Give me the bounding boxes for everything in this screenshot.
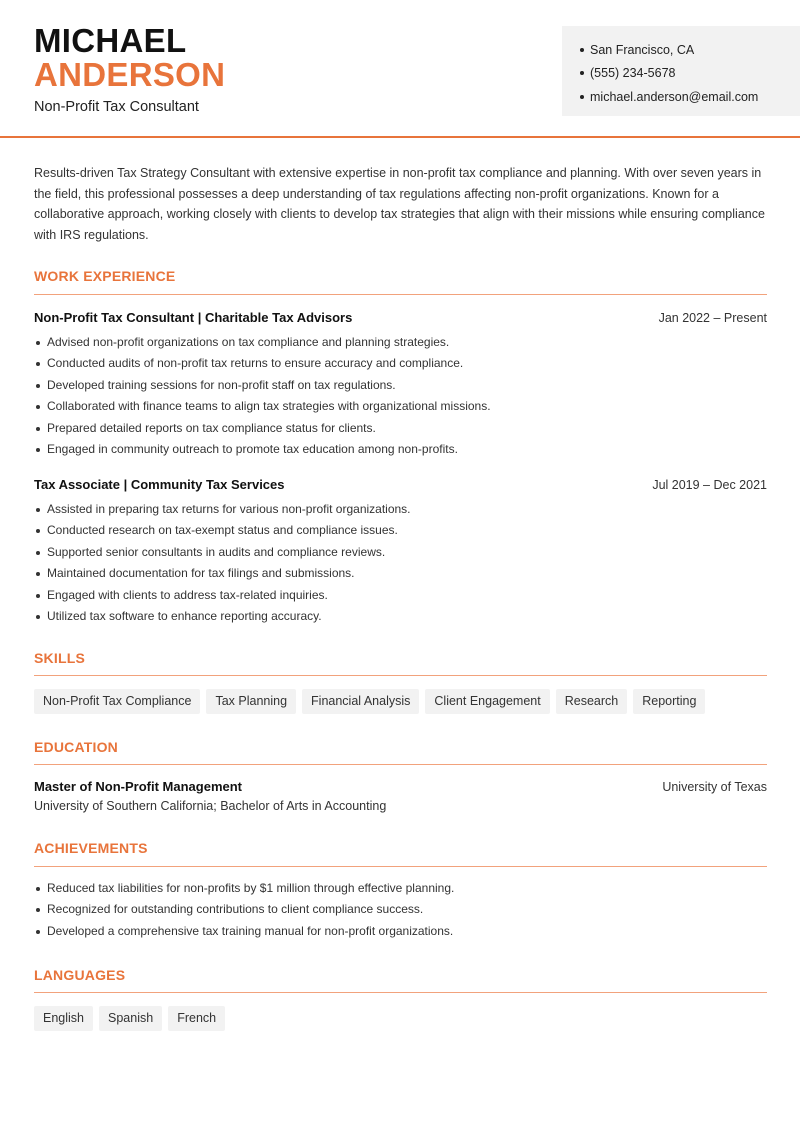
summary: Results-driven Tax Strategy Consultant with extensive expertise in non-profit tax compliance and planning. With over seven years in the field, this professional possesses a deep understanding of tax regulations affecting non-profit organizations. Known for a collaborative approach, working closely with clients to develop tax strategies that align with their missions while ensuring compliance with IRS regulations. bbox=[34, 166, 765, 243]
list-item: Developed a comprehensive tax training manual for non-profit organizations. bbox=[34, 921, 767, 942]
education-degree: Master of Non-Profit Management bbox=[34, 779, 243, 794]
list-item: Utilized tax software to enhance reporting accuracy. bbox=[34, 606, 767, 627]
section-divider bbox=[34, 294, 767, 295]
skills-list bbox=[34, 689, 705, 714]
job-title: Non-Profit Tax Consultant bbox=[34, 99, 199, 115]
job-header bbox=[34, 477, 767, 492]
resume-header bbox=[0, 0, 800, 138]
skill-tag: Tax Planning bbox=[206, 689, 296, 714]
list-item: Reduced tax liabilities for non-profits by $1 million through effective planning. bbox=[34, 878, 767, 899]
education-heading: EDUCATION bbox=[34, 739, 118, 755]
education-header bbox=[34, 779, 767, 794]
job-role: Non-Profit Tax Consultant | Charitable Tax Advisors bbox=[34, 310, 353, 325]
section-divider bbox=[34, 866, 767, 867]
job-dates: Jul 2019 – Dec 2021 bbox=[652, 478, 767, 492]
list-item: Engaged in community outreach to promote tax education among non-profits. bbox=[34, 439, 767, 460]
language-tag: French bbox=[168, 1006, 225, 1031]
achievements-list bbox=[34, 878, 767, 942]
section-divider bbox=[34, 992, 767, 993]
bullet-icon bbox=[580, 48, 584, 52]
contact-location bbox=[580, 38, 800, 62]
contact-email bbox=[580, 85, 800, 109]
job-bullets bbox=[34, 332, 767, 460]
contact-box bbox=[562, 26, 800, 116]
job-dates: Jan 2022 – Present bbox=[658, 311, 767, 325]
education-detail: University of Southern California; Bachelor of Arts in Accounting bbox=[34, 799, 387, 813]
list-item: Assisted in preparing tax returns for various non-profit organizations. bbox=[34, 499, 767, 520]
skill-tag: Research bbox=[556, 689, 628, 714]
skills-heading: SKILLS bbox=[34, 650, 85, 666]
job-bullets bbox=[34, 499, 767, 627]
list-item: Supported senior consultants in audits and compliance reviews. bbox=[34, 542, 767, 563]
section-divider bbox=[34, 764, 767, 765]
language-tag: English bbox=[34, 1006, 93, 1031]
skill-tag: Reporting bbox=[633, 689, 705, 714]
last-name: ANDERSON bbox=[34, 56, 226, 93]
list-item: Recognized for outstanding contributions to client compliance success. bbox=[34, 899, 767, 920]
skill-tag: Non-Profit Tax Compliance bbox=[34, 689, 200, 714]
languages-list bbox=[34, 1006, 225, 1031]
bullet-icon bbox=[580, 71, 584, 75]
first-name: MICHAEL bbox=[34, 22, 187, 59]
list-item: Advised non-profit organizations on tax compliance and planning strategies. bbox=[34, 332, 767, 353]
bullet-icon bbox=[580, 95, 584, 99]
contact-text: (555) 234-5678 bbox=[590, 66, 676, 81]
list-item: Conducted audits of non-profit tax returns to ensure accuracy and compliance. bbox=[34, 353, 767, 374]
job-header bbox=[34, 310, 767, 325]
section-divider bbox=[34, 675, 767, 676]
skill-tag: Financial Analysis bbox=[302, 689, 419, 714]
work-heading: WORK EXPERIENCE bbox=[34, 268, 176, 284]
list-item: Developed training sessions for non-profit staff on tax regulations. bbox=[34, 375, 767, 396]
list-item: Conducted research on tax-exempt status and compliance issues. bbox=[34, 520, 767, 541]
contact-phone bbox=[580, 62, 800, 86]
list-item: Prepared detailed reports on tax compliance status for clients. bbox=[34, 418, 767, 439]
job-role: Tax Associate | Community Tax Services bbox=[34, 477, 285, 492]
achievements-heading: ACHIEVEMENTS bbox=[34, 840, 148, 856]
list-item: Maintained documentation for tax filings and submissions. bbox=[34, 563, 767, 584]
skill-tag: Client Engagement bbox=[425, 689, 549, 714]
language-tag: Spanish bbox=[99, 1006, 162, 1031]
contact-text: michael.anderson@email.com bbox=[590, 89, 759, 104]
languages-heading: LANGUAGES bbox=[34, 967, 126, 983]
education-institution: University of Texas bbox=[662, 780, 767, 794]
list-item: Engaged with clients to address tax-related inquiries. bbox=[34, 585, 767, 606]
contact-text: San Francisco, CA bbox=[590, 42, 695, 57]
list-item: Collaborated with finance teams to align tax strategies with organizational missions. bbox=[34, 396, 767, 417]
